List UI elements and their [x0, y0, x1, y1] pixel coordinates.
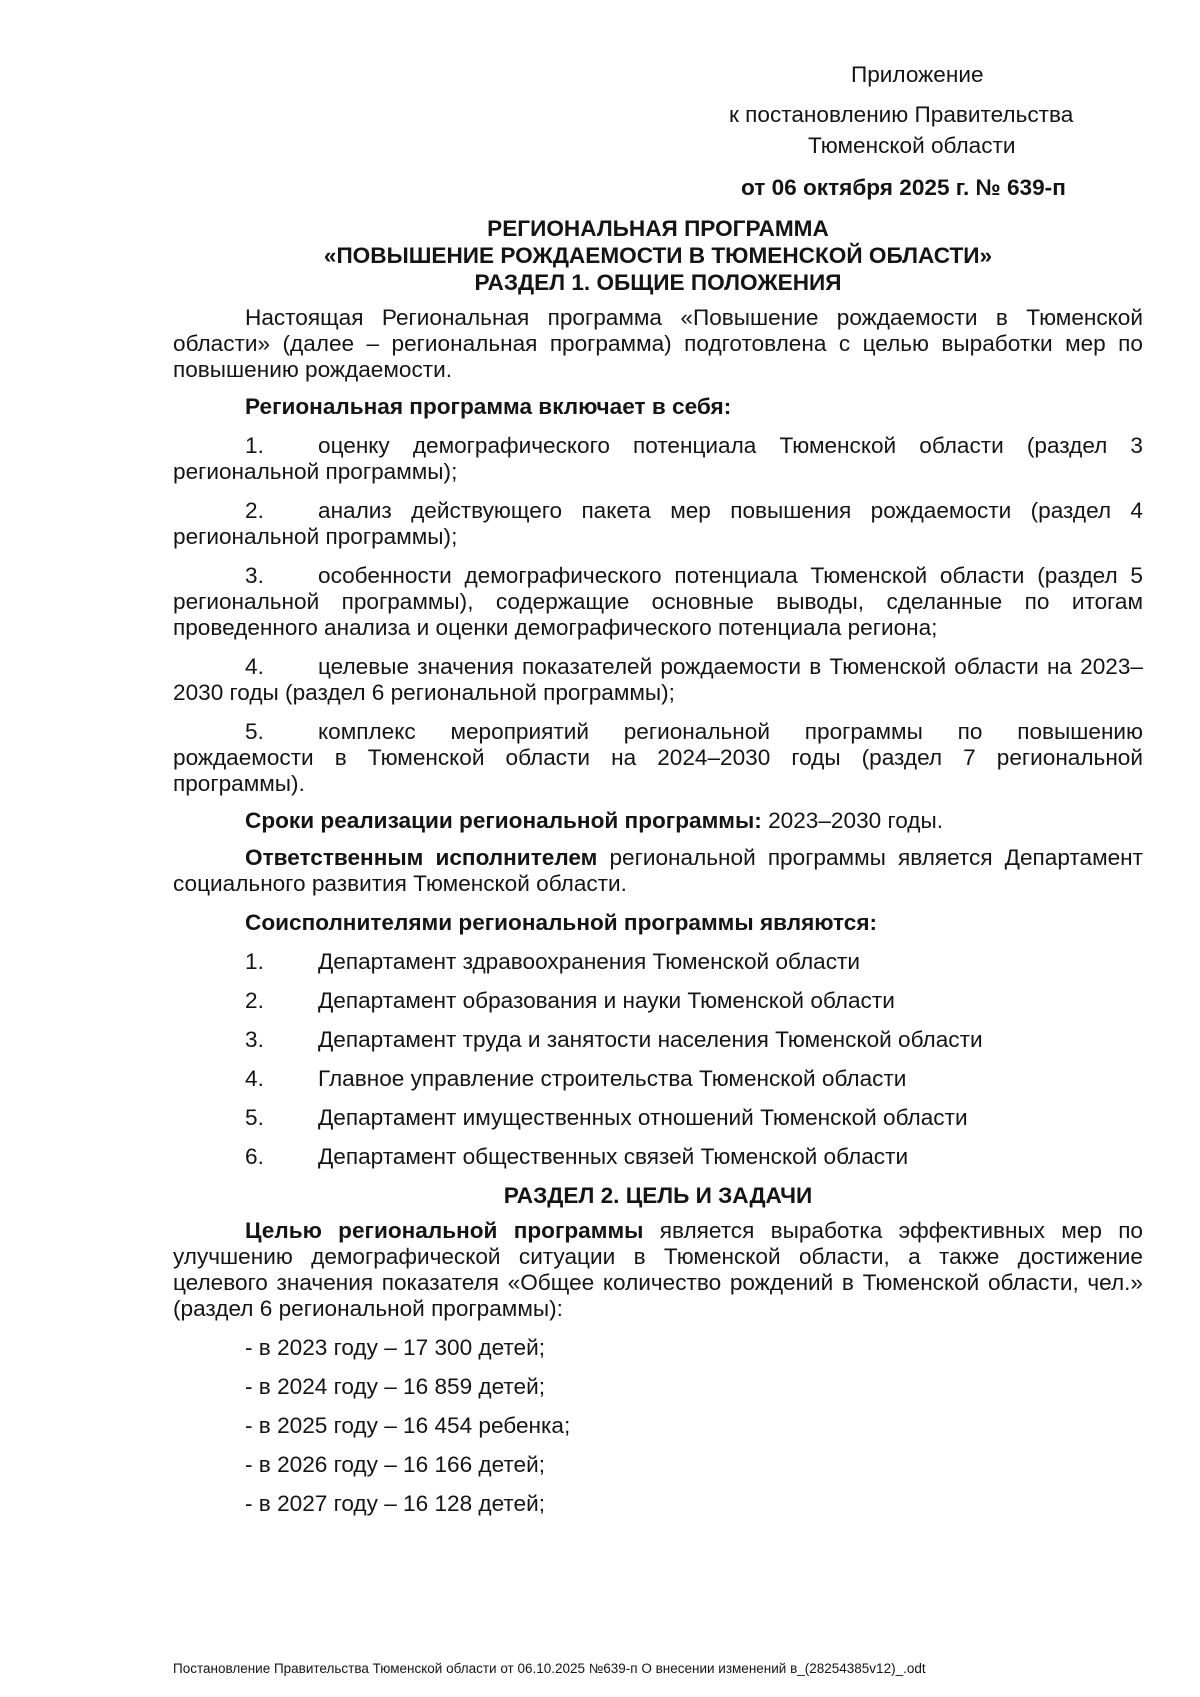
list-item [173, 949, 1143, 988]
item-number: 5. [245, 1105, 264, 1130]
goal-text: является выработка эффективных мер по улучшению демографической ситуации в Тюменской области, а также достижение целевого значения показателя «Общее количество рождений в Тюменской области, чел.» (раздел 6 региональной программы): [173, 1218, 1143, 1321]
responsible-label: Ответственным исполнителем [245, 845, 598, 870]
appendix-title: Приложение [851, 62, 984, 87]
terms-paragraph [173, 808, 1143, 834]
includes-item [173, 719, 1143, 797]
targets-list [173, 1335, 1143, 1530]
item-number: 4. [245, 654, 264, 679]
page-footer: Постановление Правительства Тюменской области от 06.10.2025 №639-п О внесении изменений в_(28254385v12)_.odt [173, 1661, 926, 1676]
item-number: 5. [245, 719, 264, 744]
includes-item [173, 498, 1143, 550]
responsible-paragraph [173, 845, 1143, 897]
item-number: 4. [245, 1066, 264, 1091]
item-text: Департамент здравоохранения Тюменской области [318, 949, 860, 974]
item-text: Департамент общественных связей Тюменской области [318, 1144, 909, 1169]
item-number: 3. [245, 1027, 264, 1052]
includes-item [173, 433, 1143, 485]
item-text: Главное управление строительства Тюменской области [318, 1066, 907, 1091]
list-item: - в 2023 году – 17 300 детей; [245, 1335, 545, 1360]
list-item [173, 988, 1143, 1027]
item-number: 2. [245, 988, 264, 1013]
item-text: Департамент имущественных отношений Тюменской области [318, 1105, 968, 1130]
item-number: 3. [245, 563, 264, 588]
item-text: целевые значения показателей рождаемости в Тюменской области на 2023–2030 годы (раздел 6 региональной программы); [173, 654, 1143, 705]
includes-item [173, 654, 1143, 706]
list-item: - в 2026 году – 16 166 детей; [245, 1452, 545, 1477]
appendix-date: от 06 октября 2025 г. № 639-п [741, 175, 1066, 200]
terms-label: Сроки реализации региональной программы: [245, 808, 762, 833]
item-text: Департамент труда и занятости населения Тюменской области [318, 1027, 983, 1052]
section-2-heading: РАЗДЕЛ 2. ЦЕЛЬ И ЗАДАЧИ [503, 1183, 813, 1208]
program-title-line-2: «ПОВЫШЕНИЕ РОЖДАЕМОСТИ В ТЮМЕНСКОЙ ОБЛАСТИ» [323, 243, 993, 268]
list-item [173, 1027, 1143, 1066]
item-text: комплекс мероприятий региональной программы по повышению рождаемости в Тюменской области на 2024–2030 годы (раздел 7 региональной программы). [173, 719, 1143, 796]
goal-label: Целью региональной программы [245, 1218, 644, 1243]
list-item: - в 2027 году – 16 128 детей; [245, 1491, 545, 1516]
list-item: - в 2025 году – 16 454 ребенка; [245, 1413, 571, 1438]
item-text: анализ действующего пакета мер повышения рождаемости (раздел 4 региональной программы); [173, 498, 1143, 549]
item-number: 2. [245, 498, 264, 523]
item-text: особенности демографического потенциала Тюменской области (раздел 5 региональной программы), содержащие основные выводы, сделанные по итогам проведенного анализа и оценки демографического потенциала региона; [173, 563, 1143, 640]
section-1-heading: РАЗДЕЛ 1. ОБЩИЕ ПОЛОЖЕНИЯ [474, 270, 842, 295]
list-item: - в 2024 году – 16 859 детей; [245, 1374, 545, 1399]
terms-value: 2023–2030 годы. [761, 808, 943, 833]
appendix-line-1: к постановлению Правительства [729, 102, 1074, 127]
coexecutors-list [173, 949, 1143, 1183]
responsible-text: региональной программы является Департамент социального развития Тюменской области. [173, 845, 1143, 896]
goal-paragraph [173, 1218, 1143, 1322]
list-item [173, 1066, 1143, 1105]
program-title-line-1: РЕГИОНАЛЬНАЯ ПРОГРАММА [487, 216, 829, 241]
includes-heading: Региональная программа включает в себя: [245, 394, 732, 419]
item-number: 1. [245, 433, 264, 458]
includes-item [173, 563, 1143, 641]
appendix-line-2: Тюменской области [808, 133, 1016, 158]
item-text: оценку демографического потенциала Тюменской области (раздел 3 региональной программы); [173, 433, 1143, 484]
program-title [173, 215, 1143, 296]
list-item [173, 1105, 1143, 1144]
coexecutors-heading: Соисполнителями региональной программы являются: [245, 910, 878, 935]
list-item [173, 1144, 1143, 1183]
intro-paragraph: Настоящая Региональная программа «Повышение рождаемости в Тюменской области» (далее – региональная программа) подготовлена с целью выработки мер по повышению рождаемости. [173, 305, 1143, 382]
item-text: Департамент образования и науки Тюменской области [318, 988, 895, 1013]
document-body [173, 215, 1143, 1530]
item-number: 6. [245, 1144, 264, 1169]
item-number: 1. [245, 949, 264, 974]
